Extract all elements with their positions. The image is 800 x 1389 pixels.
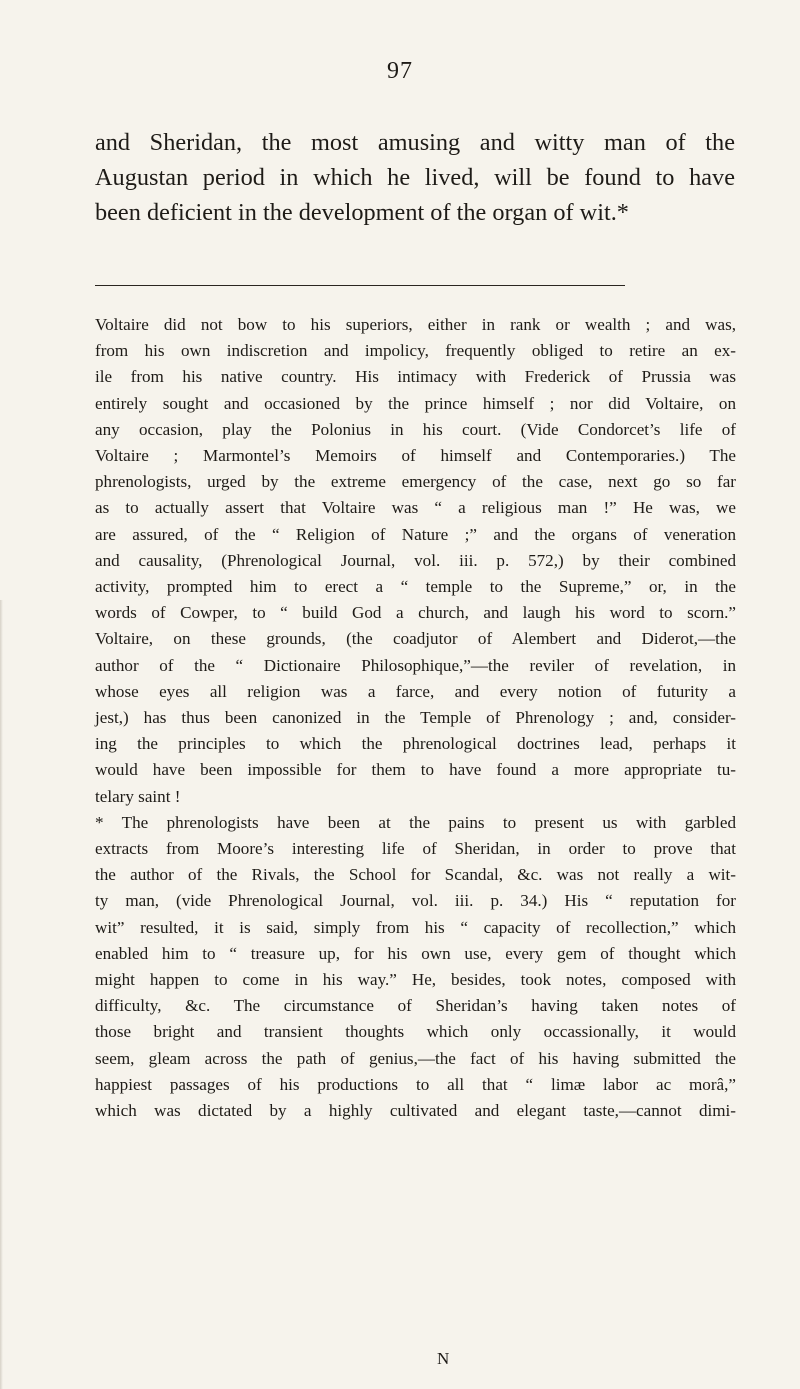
footnote-voltaire — [95, 312, 736, 810]
footnote-line: as to actually assert that Voltaire was “ a religious man !” He was, we — [95, 498, 736, 518]
footnote-line: wit” resulted, it is said, simply from his “ capacity of recollection,” which — [95, 917, 736, 937]
page-number: 97 — [387, 58, 413, 84]
footnote-line: ile from his native country. His intimacy with Frederick of Prussia was — [95, 367, 736, 387]
main-text-line: and Sheridan, the most amusing and witty man of the — [95, 129, 735, 156]
footnote-line: phrenologists, urged by the extreme emergency of the case, next go so far — [95, 472, 736, 492]
footnote-line: would have been impossible for them to have found a more appropriate tu- — [95, 760, 736, 780]
footnote-line: whose eyes all religion was a farce, and every notion of futurity a — [95, 681, 736, 701]
footnote-line: * The phrenologists have been at the pains to present us with garbled — [95, 812, 736, 832]
footnote-line: which was dictated by a highly cultivated and elegant taste,—cannot dimi- — [95, 1101, 736, 1121]
footnote-line: author of the “ Dictionaire Philosophique,”—the reviler of revelation, in — [95, 655, 736, 675]
footnote-line: from his own indiscretion and impolicy, frequently obliged to retire an ex- — [95, 341, 736, 361]
footnote-line: any occasion, play the Polonius in his court. (Vide Condorcet’s life of — [95, 419, 736, 439]
page-edge-shadow — [0, 600, 3, 1389]
footnote-line: ty man, (vide Phrenological Journal, vol. iii. p. 34.) His “ reputation for — [95, 891, 736, 911]
footnote-line: and causality, (Phrenological Journal, vol. iii. p. 572,) by their combined — [95, 550, 736, 570]
footnote-line: entirely sought and occasioned by the prince himself ; nor did Voltaire, on — [95, 393, 736, 413]
footnote-sheridan — [95, 810, 736, 1124]
main-body-text — [95, 125, 735, 230]
footnote-line: extracts from Moore’s interesting life of Sheridan, in order to prove that — [95, 839, 736, 859]
footnote-line: the author of the Rivals, the School for Scandal, &c. was not really a wit- — [95, 865, 736, 885]
printer-signature-mark: N — [437, 1349, 450, 1368]
footnote-line: Voltaire, on these grounds, (the coadjutor of Alembert and Diderot,—the — [95, 629, 736, 649]
footnote-line: activity, prompted him to erect a “ temple to the Supreme,” or, in the — [95, 577, 736, 597]
footnote-separator-rule — [95, 285, 625, 286]
footnote-line: enabled him to “ treasure up, for his own use, every gem of thought which — [95, 943, 736, 963]
footnote-line: Voltaire ; Marmontel’s Memoirs of himself and Contemporaries.) The — [95, 446, 736, 466]
footnote-line: those bright and transient thoughts which only occassionally, it would — [95, 1022, 736, 1042]
footnote-line: seem, gleam across the path of genius,—the fact of his having submitted the — [95, 1048, 736, 1068]
footnote-line: telary saint ! — [95, 786, 181, 806]
main-text-line: been deficient in the development of the organ of wit.* — [95, 199, 629, 226]
footnote-line: words of Cowper, to “ build God a church, and laugh his word to scorn.” — [95, 603, 736, 623]
footnote-line: happiest passages of his productions to all that “ limæ labor ac morâ,” — [95, 1074, 736, 1094]
footnote-line: ing the principles to which the phrenological doctrines lead, perhaps it — [95, 734, 736, 754]
footnote-line: might happen to come in his way.” He, besides, took notes, composed with — [95, 970, 736, 990]
footnote-line: jest,) has thus been canonized in the Temple of Phrenology ; and, consider- — [95, 708, 736, 728]
footnotes-block — [95, 312, 736, 1124]
footnote-line: are assured, of the “ Religion of Nature ;” and the organs of veneration — [95, 524, 736, 544]
footnote-line: difficulty, &c. The circumstance of Sheridan’s having taken notes of — [95, 996, 736, 1016]
main-text-line: Augustan period in which he lived, will be found to have — [95, 164, 735, 191]
footnote-line: Voltaire did not bow to his superiors, either in rank or wealth ; and was, — [95, 315, 736, 334]
